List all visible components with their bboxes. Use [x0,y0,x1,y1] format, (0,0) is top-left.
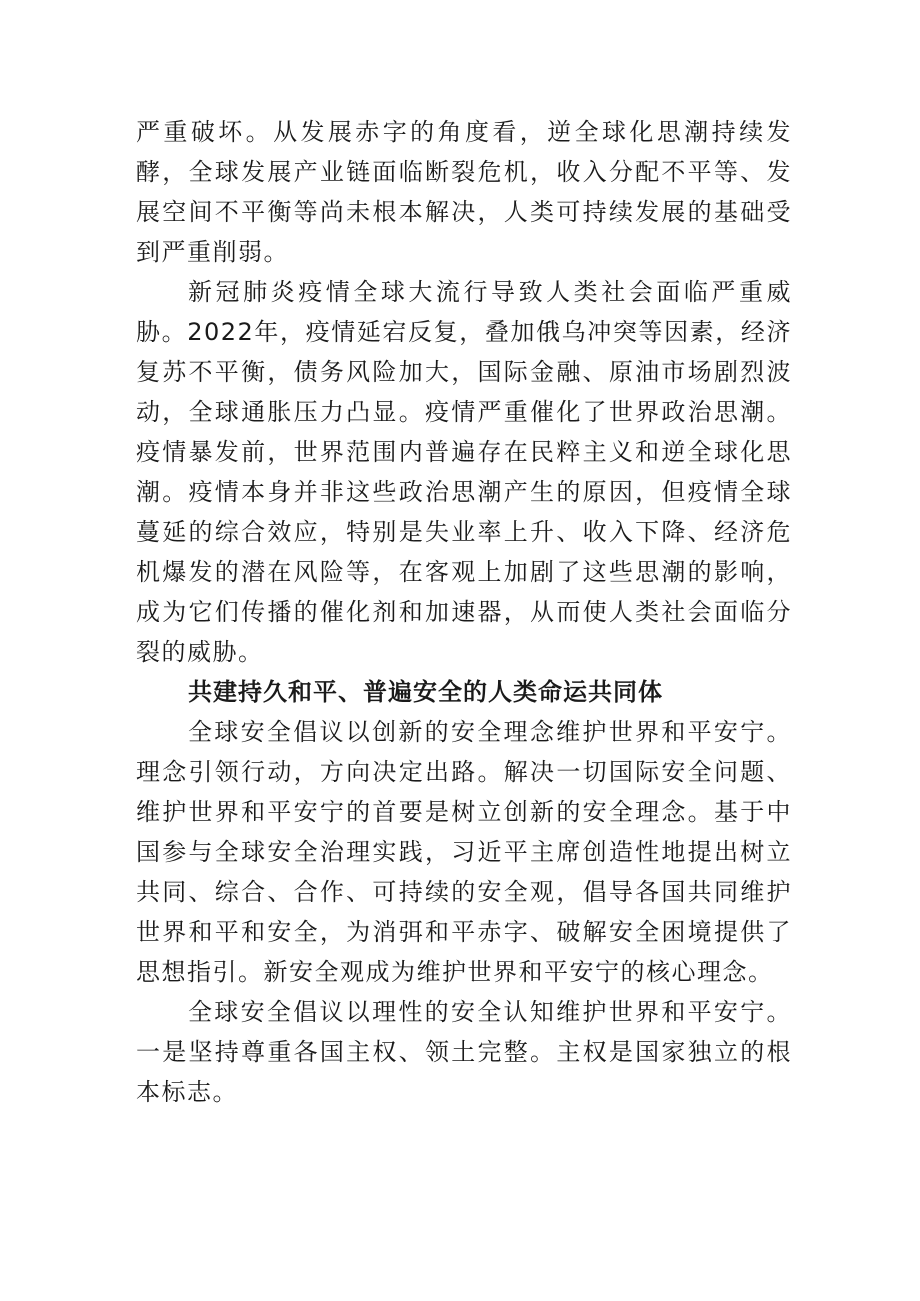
document-page [136,112,792,1112]
section-heading: 共建持久和平、普遍安全的人类命运共同体 [188,678,663,706]
body-paragraph: 严重破坏。从发展赤字的角度看，逆全球化思潮持续发酵，全球发展产业链面临断裂危机，收入分配不平等、发展空间不平衡等尚未根本解决，人类可持续发展的基础受到严重削弱。 [136,118,792,266]
body-paragraph: 全球安全倡议以理性的安全认知维护世界和平安宁。一是坚持尊重各国主权、领土完整。主权是国家独立的根本标志。 [136,998,792,1106]
body-paragraph: 全球安全倡议以创新的安全理念维护世界和平安宁。理念引领行动，方向决定出路。解决一切国际安全问题、维护世界和平安宁的首要是树立创新的安全理念。基于中国参与全球安全治理实践，习近平主席创造性地提出树立共同、综合、合作、可持续的安全观，倡导各国共同维护世界和平和安全，为消弭和平赤字、破解安全困境提供了思想指引。新安全观成为维护世界和平安宁的核心理念。 [136,718,792,986]
body-paragraph: 新冠肺炎疫情全球大流行导致人类社会面临严重威胁。2022年，疫情延宕反复，叠加俄乌冲突等因素，经济复苏不平衡，债务风险加大，国际金融、原油市场剧烈波动，全球通胀压力凸显。疫情严重催化了世界政治思潮。疫情暴发前，世界范围内普遍存在民粹主义和逆全球化思潮。疫情本身并非这些政治思潮产生的原因，但疫情全球蔓延的综合效应，特别是失业率上升、收入下降、经济危机爆发的潜在风险等，在客观上加剧了这些思潮的影响，成为它们传播的催化剂和加速器，从而使人类社会面临分裂的威胁。 [136,278,792,666]
